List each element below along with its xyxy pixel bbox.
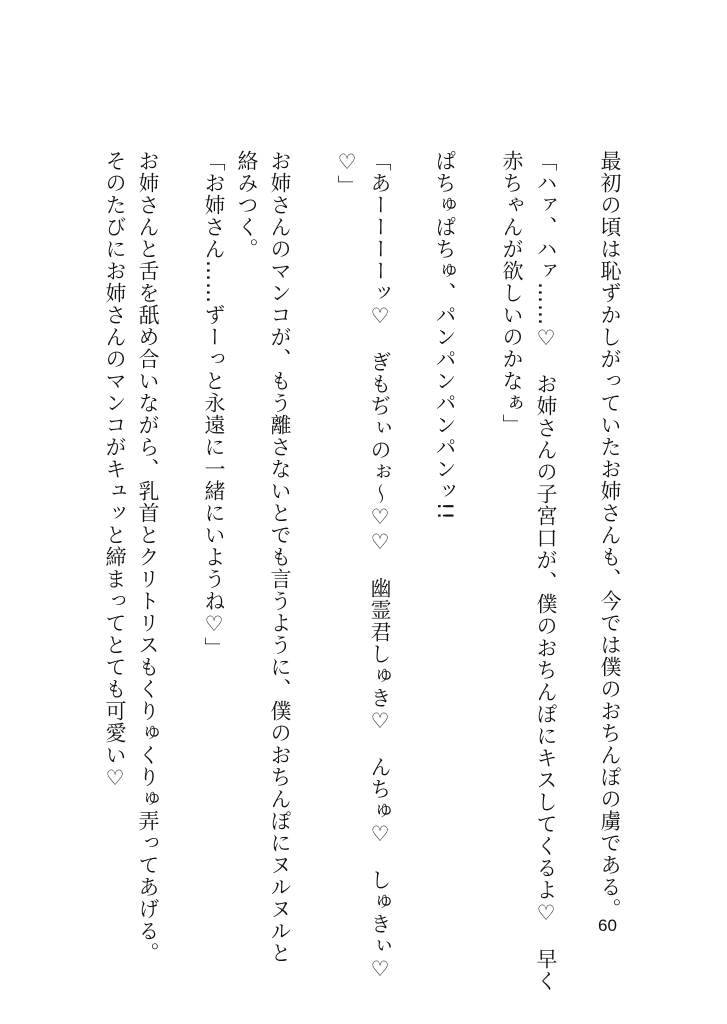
text-line-3: 赤ちゃんが欲しいのかなぁ」 [500,150,524,436]
text-line-8: ♡」 [335,150,359,197]
text-line-1: 最初の頃は恥ずかしがっていたお姉さんも、今では僕のおちんぽの虜である。 [598,150,622,920]
text-line-7: 「あーーーーッ♡ ぎもぢぃのぉ～♡♡ 幽霊君しゅき♡ んちゅ♡ しゅきぃ♡ [368,150,392,982]
page-number: 60 [598,916,617,935]
text-line-5: ぱちゅぱちゅ、パンパンパンパンッ!! [433,150,457,521]
text-line-2: 「ハァ、ハァ……♡ お姉さんの子宮口が、僕のおちんぽにキスしてくるよ♡ 早く [534,150,558,992]
text-line-12: 「お姉さん……ずーっと永遠に一緒にいようね♡」 [202,150,226,659]
text-line-11: 絡みつく。 [235,150,259,260]
text-line-14: お姉さんと舌を舐め合いながら、乳首とクリトリスもくりゅくりゅ弄ってあげる。 [136,150,160,964]
text-line-15: そのたびにお姉さんのマンコがキュッと締まってとても可愛い♡ [103,150,127,791]
text-line-10: お姉さんのマンコが、もう離さないとでも言うように、僕のおちんぽにヌルヌルと [268,150,292,964]
